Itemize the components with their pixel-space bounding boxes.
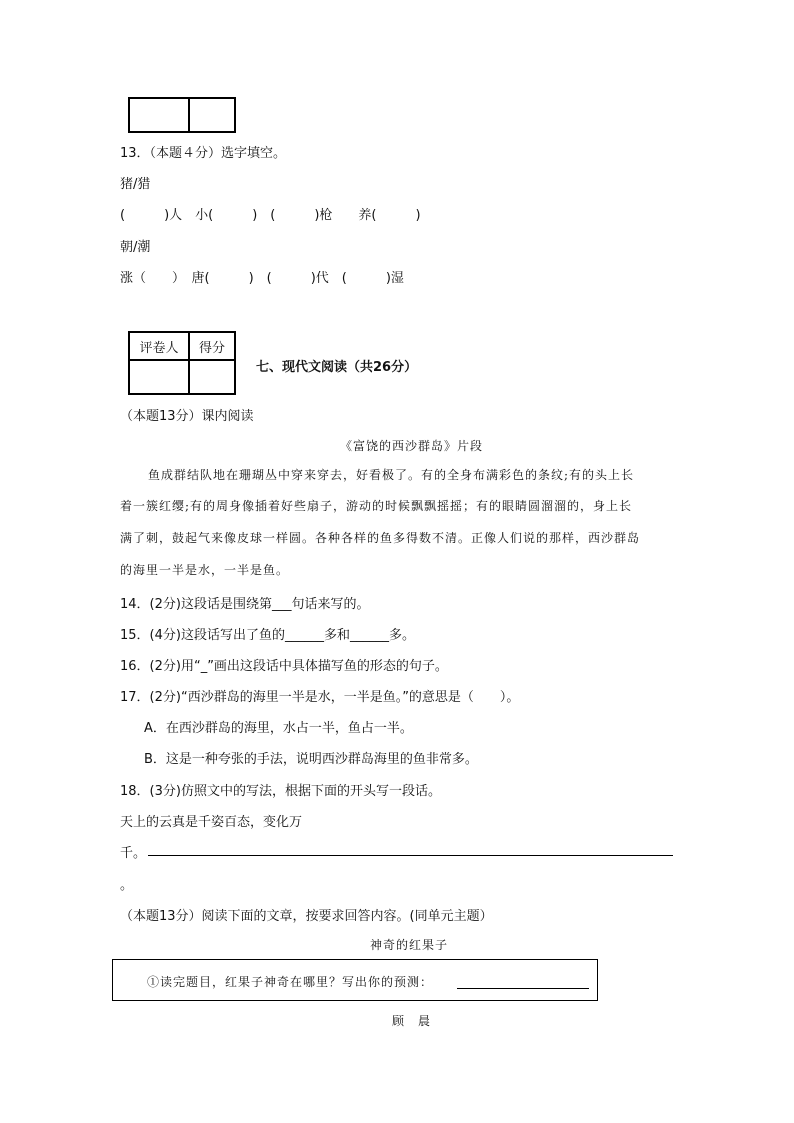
score-cell [189,360,235,394]
section7-intro: （本题13分）课内阅读 [120,409,254,424]
article-author: 顾 晨 [392,1014,432,1028]
q13-group2-label: 朝/潮 [120,240,151,255]
question-17: 17．(2分)“西沙群岛的海里一半是水，一半是鱼。”的意思是（ ）。 [120,690,520,705]
passage-line: 着一簇红缨;有的周身像插着好些扇子，游动的时候飘飘摇摇；有的眼睛圆溜溜的，身上长 [120,499,633,513]
answer-line [148,855,673,856]
q13-group2-row: 涨（ ） 唐( ) ( )代 ( )湿 [120,271,404,286]
question-18-prompt: 天上的云真是千姿百态，变化万 [120,815,303,830]
question-17-option-b: B．这是一种夸张的手法，说明西沙群岛海里的鱼非常多。 [144,752,478,767]
part2-intro: （本题13分）阅读下面的文章，按要求回答内容。(同单元主题） [120,909,493,924]
question-18-end: 。 [120,878,134,893]
question-18: 18．(3分)仿照文中的写法，根据下面的开头写一段话。 [120,784,441,799]
q13-group1-row: ( )人 小( ) ( )枪 养( ) [120,208,421,223]
passage-line: 满了刺，鼓起气来像皮球一样圆。各种各样的鱼多得数不清。正像人们说的那样，西沙群岛 [120,531,641,545]
q13-title: 13．（本题４分）选字填空。 [120,146,287,161]
question-17-option-a: A．在西沙群岛的海里，水占一半，鱼占一半。 [144,721,413,736]
score-cell [129,98,189,132]
article-title: 神奇的红果子 [370,938,449,952]
passage-title: 《富饶的西沙群岛》片段 [340,439,484,453]
scorer-header: 评卷人 [129,332,189,360]
scorer-cell [129,360,189,394]
section7-title: 七、现代文阅读（共26分） [256,360,418,375]
prediction-box [112,959,598,1001]
scorer-box [128,331,236,395]
prediction-prompt: ①读完题目，红果子神奇在哪里？写出你的预测： [147,975,434,989]
score-header: 得分 [189,332,235,360]
score-cell [189,98,235,132]
question-14: 14．(2分)这段话是围绕第___句话来写的。 [120,597,370,612]
question-18-prompt-cont: 千。 [120,846,147,861]
passage-line: 鱼成群结队地在珊瑚丛中穿来穿去，好看极了。有的全身布满彩色的条纹;有的头上长 [148,468,635,482]
question-15: 15．(4分)这段话写出了鱼的______多和______多。 [120,628,415,643]
question-16: 16．(2分)用“_”画出这段话中具体描写鱼的形态的句子。 [120,659,448,674]
score-box-empty [128,97,236,133]
passage-line: 的海里一半是水，一半是鱼。 [120,563,290,577]
q13-group1-label: 猪/猎 [120,177,151,192]
prediction-answer-line [457,988,589,989]
